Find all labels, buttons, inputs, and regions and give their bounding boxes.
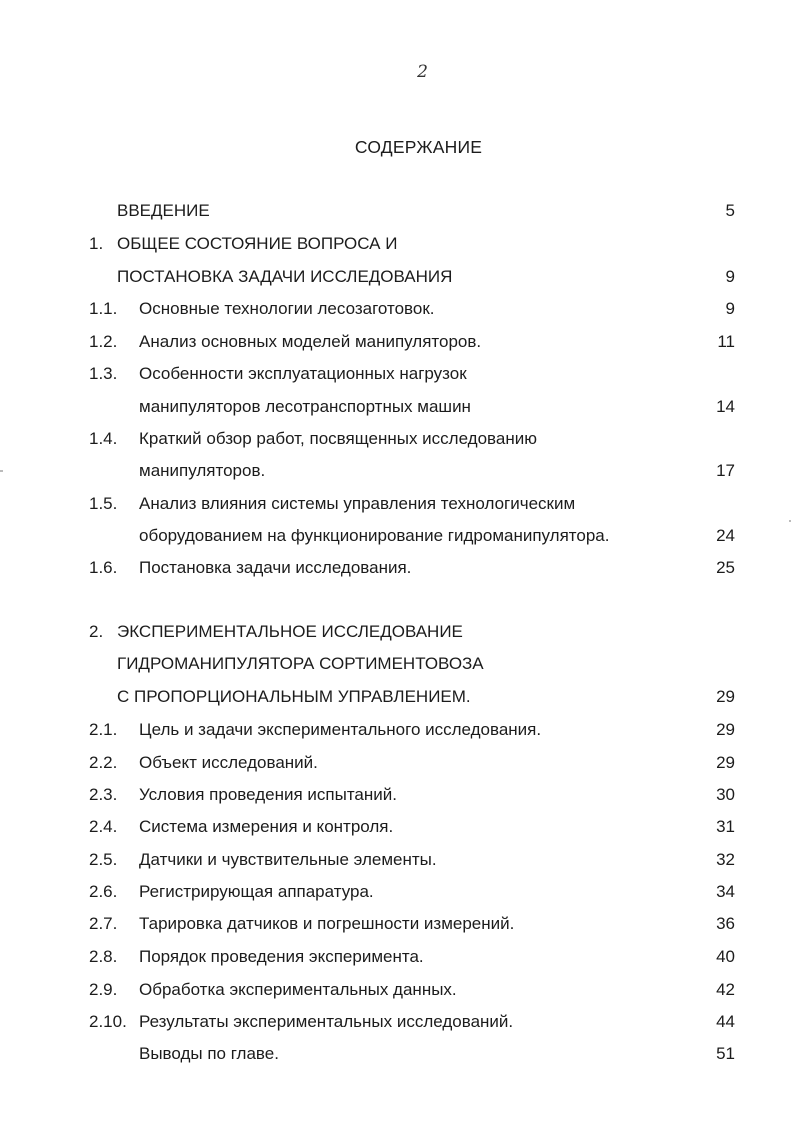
toc-entry-page: 32 xyxy=(716,850,735,869)
toc-entry-title: ПОСТАНОВКА ЗАДАЧИ ИССЛЕДОВАНИЯ xyxy=(117,267,453,286)
toc-entry-number: 2.6. xyxy=(89,882,118,901)
toc-entry xyxy=(0,945,793,969)
toc-entry xyxy=(0,524,793,548)
toc-entry-page: 5 xyxy=(725,201,735,220)
toc-entry-page: 17 xyxy=(716,461,735,480)
toc-entry-page: 24 xyxy=(716,526,735,545)
toc-entry-title: Тарировка датчиков и погрешности измерений. xyxy=(139,914,515,933)
toc-entry-title: Порядок проведения эксперимента. xyxy=(139,947,424,966)
toc-entry-page: 40 xyxy=(716,947,735,966)
toc-entry xyxy=(0,330,793,354)
toc-entry xyxy=(0,265,793,289)
toc-entry-number: 1. xyxy=(89,234,104,253)
toc-entry-title: Анализ влияния системы управления технологическим xyxy=(139,494,576,513)
toc-entry-title: ОБЩЕЕ СОСТОЯНИЕ ВОПРОСА И xyxy=(117,234,398,253)
toc-entry-number: 2.2. xyxy=(89,753,118,772)
scan-mark xyxy=(789,520,791,522)
toc-entry-title: ГИДРОМАНИПУЛЯТОРА СОРТИМЕНТОВОЗА xyxy=(117,654,484,673)
toc-entry xyxy=(0,783,793,807)
toc-entry-title: Регистрирующая аппаратура. xyxy=(139,882,374,901)
toc-entry-page: 51 xyxy=(716,1044,735,1063)
toc-entry-page: 25 xyxy=(716,558,735,577)
toc-entry-page: 29 xyxy=(716,720,735,739)
toc-entry xyxy=(0,556,793,580)
toc-entry-number: 2.7. xyxy=(89,914,118,933)
toc-entry-title: Система измерения и контроля. xyxy=(139,817,394,836)
toc-entry xyxy=(0,297,793,321)
toc-entry-number: 2. xyxy=(89,622,104,641)
toc-entry-number: 1.1. xyxy=(89,299,118,318)
toc-entry-title: ВВЕДЕНИЕ xyxy=(117,201,210,220)
toc-entry xyxy=(0,751,793,775)
toc-entry-number: 1.4. xyxy=(89,429,118,448)
toc-entry-page: 44 xyxy=(716,1012,735,1031)
toc-entry xyxy=(0,880,793,904)
toc-entry xyxy=(0,395,793,419)
toc-entry-title: Результаты экспериментальных исследований. xyxy=(139,1012,514,1031)
toc-entry-page: 34 xyxy=(716,882,735,901)
toc-entry-page: 11 xyxy=(717,332,735,351)
toc-entry-page: 30 xyxy=(716,785,735,804)
toc-entry xyxy=(0,1042,793,1066)
toc-entry xyxy=(0,815,793,839)
toc-entry-title: ЭКСПЕРИМЕНТАЛЬНОЕ ИССЛЕДОВАНИЕ xyxy=(117,622,463,641)
toc-entry-title: Выводы по главе. xyxy=(139,1044,279,1063)
toc-entry-title: манипуляторов лесотранспортных машин xyxy=(139,397,471,416)
toc-entry-number: 2.5. xyxy=(89,850,118,869)
scan-mark xyxy=(0,470,3,472)
toc-entry-title: С ПРОПОРЦИОНАЛЬНЫМ УПРАВЛЕНИЕМ. xyxy=(117,687,471,706)
toc-entry xyxy=(0,978,793,1002)
toc-entry xyxy=(0,459,793,483)
toc-entry-title: манипуляторов. xyxy=(139,461,266,480)
toc-entry-page: 29 xyxy=(716,753,735,772)
toc-entry-page: 42 xyxy=(716,980,735,999)
toc-entry-title: Особенности эксплуатационных нагрузок xyxy=(139,364,467,383)
toc-entry-page: 29 xyxy=(716,687,735,706)
toc-entry xyxy=(0,912,793,936)
toc-entry-title: Условия проведения испытаний. xyxy=(139,785,397,804)
toc-entry-title: Основные технологии лесозаготовок. xyxy=(139,299,435,318)
toc-entry-page: 31 xyxy=(716,817,735,836)
toc-entry-title: Краткий обзор работ, посвященных исследованию xyxy=(139,429,537,448)
toc-entry-page: 14 xyxy=(716,397,735,416)
toc-entry-title: Датчики и чувствительные элементы. xyxy=(139,850,437,869)
toc-entry xyxy=(0,492,793,516)
toc-entry xyxy=(0,232,793,256)
page-number: 2 xyxy=(417,62,428,82)
toc-entry-title: Цель и задачи экспериментального исследования. xyxy=(139,720,542,739)
toc-entry xyxy=(0,362,793,386)
toc-entry-title: Объект исследований. xyxy=(139,753,318,772)
toc-entry-number: 1.6. xyxy=(89,558,118,577)
toc-entry xyxy=(0,685,793,709)
toc-entry-page: 9 xyxy=(725,267,735,286)
toc-entry-page: 9 xyxy=(725,299,735,318)
toc-entry-number: 2.10. xyxy=(89,1012,127,1031)
toc-entry-title: оборудованием на функционирование гидроманипулятора. xyxy=(139,526,610,545)
toc-entry-number: 1.3. xyxy=(89,364,118,383)
toc-entry xyxy=(0,1010,793,1034)
toc-entry-number: 2.1. xyxy=(89,720,118,739)
toc-entry-number: 2.9. xyxy=(89,980,118,999)
toc-entry xyxy=(0,718,793,742)
toc-entry-number: 2.8. xyxy=(89,947,118,966)
toc-entry xyxy=(0,848,793,872)
toc-entry-page: 36 xyxy=(716,914,735,933)
toc-entry-title: Постановка задачи исследования. xyxy=(139,558,412,577)
toc-entry-title: Анализ основных моделей манипуляторов. xyxy=(139,332,482,351)
toc-entry xyxy=(0,620,793,644)
toc-entry xyxy=(0,652,793,676)
toc-entry-number: 1.2. xyxy=(89,332,118,351)
toc-entry-number: 1.5. xyxy=(89,494,118,513)
toc-entry-number: 2.4. xyxy=(89,817,118,836)
toc-entry-number: 2.3. xyxy=(89,785,118,804)
toc-entry xyxy=(0,427,793,451)
toc-entry-title: Обработка экспериментальных данных. xyxy=(139,980,457,999)
toc-entry xyxy=(0,199,793,223)
page-title: СОДЕРЖАНИЕ xyxy=(354,137,483,157)
